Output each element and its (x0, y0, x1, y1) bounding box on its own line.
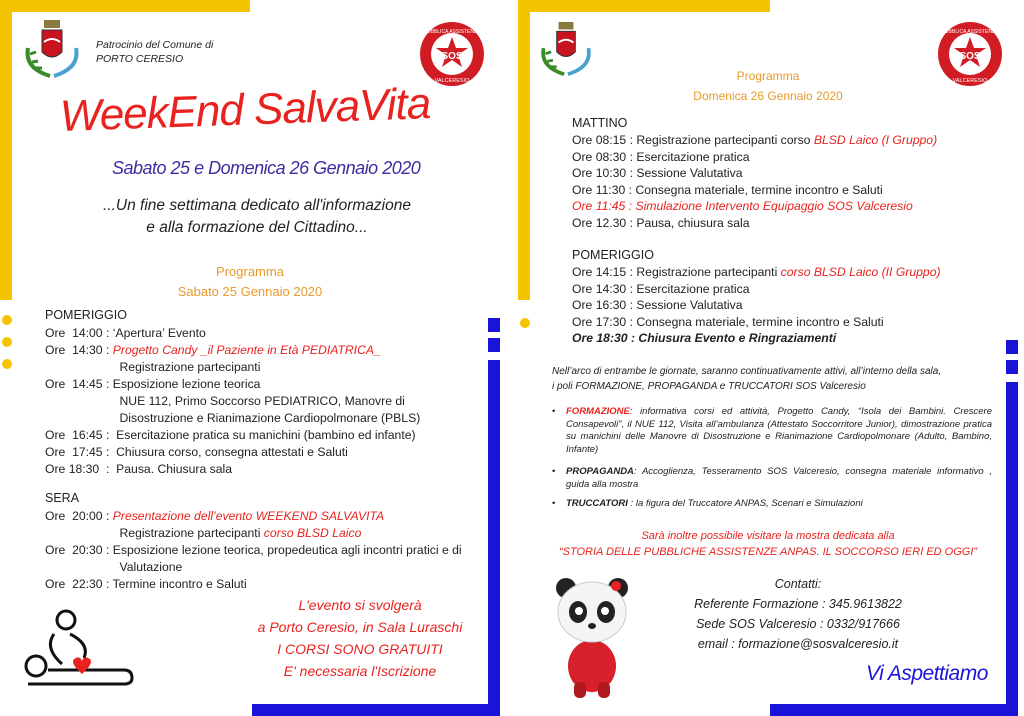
logo-center-text: SOS (959, 51, 981, 62)
schedule-row (572, 182, 883, 198)
logo-ring-top: PUBBLICA ASSISTENZA (941, 29, 999, 35)
schedule-row-text: Ore 18:30 : Pausa. Chiusura sala (45, 462, 232, 476)
schedule-row (572, 314, 884, 330)
schedule-row-text: Ore 20:30 : Esposizione lezione teorica, propedeutica agli incontri pratici e di (45, 543, 462, 557)
schedule-row-text: NUE 112, Primo Soccorso PEDIATRICO, Manovre di (45, 394, 405, 408)
event-notice (240, 594, 480, 682)
exhibit-line: Sarà inoltre possibile visitare la mostra dedicata alla (641, 530, 895, 542)
blue-bottom-bar (252, 704, 500, 716)
schedule-row-highlight: BLSD Laico (I Gruppo) (813, 133, 938, 147)
schedule-row (45, 393, 405, 409)
evening-heading: SERA (45, 491, 80, 505)
notice-line: L'evento si svolgerà (298, 597, 422, 613)
blue-square (488, 338, 500, 352)
schedule-row-text: Ore 16:30 : Sessione Valutativa (572, 298, 743, 313)
bullet-label: PROPAGANDA (566, 466, 634, 477)
schedule-row-text: Registrazione partecipanti (45, 526, 264, 540)
yellow-top-bar (518, 0, 770, 12)
schedule-row (572, 149, 750, 165)
blue-bottom-bar (770, 704, 1018, 716)
schedule-row-highlight: Progetto Candy _il Paziente in Età PEDIATRICA_ (112, 343, 381, 357)
logo-center-text: SOS (441, 51, 463, 62)
logo-ring-bottom: VALCERESIO (952, 78, 988, 84)
sos-valceresio-logo (936, 20, 1004, 88)
closing-line: Ore 18:30 : Chiusura Evento e Ringraziamenti (572, 331, 837, 345)
schedule-row-text: Ore 17:45 : Chiusura corso, consegna attestati e Saluti (45, 445, 348, 459)
schedule-row-highlight: corso BLSD Laico (II Gruppo) (780, 265, 941, 279)
flyer-page-saturday (0, 0, 500, 716)
yellow-dot (2, 315, 12, 325)
note-line: Nell’arco di entrambe le giornate, saranno continuativamente attivi, all’interno della sala, (552, 366, 942, 377)
contact-line: Sede SOS Valceresio : 0332/917666 (696, 617, 900, 631)
municipal-crest-icon (22, 18, 82, 82)
schedule-row (45, 508, 384, 524)
sos-valceresio-logo (418, 20, 486, 88)
schedule-row-highlight: corso BLSD Laico (263, 526, 362, 540)
patronage-text (96, 38, 213, 66)
schedule-row (572, 215, 750, 231)
yellow-dot (2, 359, 12, 369)
schedule-row (572, 281, 750, 297)
yellow-dot (520, 318, 530, 328)
schedule-row (45, 559, 182, 575)
bullet-label: TRUCCATORI (566, 498, 628, 509)
schedule-row-text: Ore 20:00 : (45, 509, 113, 523)
contacts-heading: Contatti: (774, 577, 822, 591)
schedule-row-text: Ore 14:45 : Esposizione lezione teorica (45, 377, 261, 391)
notice-line: I CORSI SONO GRATUITI (277, 641, 443, 657)
program-label: Programma (216, 264, 284, 279)
schedule-row (572, 297, 743, 313)
schedule-row (45, 325, 206, 341)
tagline (92, 195, 422, 239)
schedule-row-highlight: Ore 11:45 : Simulazione Intervento Equipaggio SOS Valceresio (572, 199, 913, 214)
schedule-row-text: Ore 14:00 : ‘Apertura’ Evento (45, 326, 206, 340)
morning-heading: MATTINO (572, 116, 628, 130)
schedule-row-text: Ore 10:30 : Sessione Valutativa (572, 166, 743, 181)
schedule-row (572, 264, 941, 280)
schedule-row (45, 376, 260, 392)
schedule-row-text: Ore 11:30 : Consegna materiale, termine incontro e Saluti (572, 182, 883, 197)
farewell-text: Vi Aspettiamo (866, 662, 988, 685)
blue-right-bar (1006, 382, 1018, 716)
bullet-text: : Accoglienza, Tesseramento SOS Valceresio, consegna materiale informativo , guida alla mostra (566, 466, 992, 490)
bullet-truccatori: • TRUCCATORI : la figura del Truccatore ANPAS, Scenari e Simulazioni (552, 498, 863, 509)
yellow-left-bar (0, 0, 12, 300)
cpr-icon (14, 608, 138, 690)
schedule-row (572, 132, 937, 148)
activities-note (552, 364, 992, 394)
municipal-crest-icon (538, 18, 594, 82)
tagline-line: e alla formazione del Cittadino... (146, 219, 368, 236)
schedule-row (572, 198, 913, 214)
blue-right-bar (488, 360, 500, 716)
schedule-row-text: Ore 17:30 : Consegna materiale, termine incontro e Saluti (572, 314, 884, 329)
flyer-page-sunday (518, 0, 1018, 716)
schedule-row-highlight: Presentazione dell’evento WEEKEND SALVAVITA (112, 509, 385, 523)
schedule-row-text: Ore 22:30 : Termine incontro e Saluti (45, 577, 247, 591)
logo-ring-top: PUBBLICA ASSISTENZA (423, 29, 481, 35)
schedule-row-text: Ore 12.30 : Pausa, chiusura sala (572, 216, 750, 230)
schedule-row-text: Ore 14:30 : Esercitazione pratica (572, 281, 750, 296)
blue-square (488, 318, 500, 332)
schedule-row (45, 410, 420, 426)
contact-line: Referente Formazione : 345.9613822 (694, 597, 902, 611)
schedule-row-text: Ore 08:15 : Registrazione partecipanti corso (572, 133, 814, 147)
contacts (668, 574, 928, 654)
patronage-line: PORTO CERESIO (96, 53, 184, 65)
schedule-row (45, 359, 260, 375)
schedule-row-text: Ore 16:45 : Esercitazione pratica su manichini (bambino ed infante) (45, 428, 416, 442)
blue-square (1006, 340, 1018, 354)
bullet-text: : la figura del Truccatore ANPAS, Scenari e Simulazioni (627, 498, 863, 509)
event-title: WeekEnd SalvaVita (59, 79, 431, 141)
panda-mascot-icon (548, 574, 636, 700)
schedule-row-text: Valutazione (45, 560, 183, 574)
schedule-row (45, 576, 247, 592)
exhibit-notice (548, 528, 988, 560)
program-date: Sabato 25 Gennaio 2020 (177, 284, 323, 299)
blue-square (1006, 360, 1018, 374)
notice-line: E' necessaria l'Iscrizione (283, 663, 437, 679)
program-label: Programma (736, 69, 800, 83)
patronage-line: Patrocinio del Comune di (96, 39, 214, 51)
schedule-row-text: Ore 08:30 : Esercitazione pratica (572, 149, 750, 164)
yellow-dot (2, 337, 12, 347)
afternoon-heading: POMERIGGIO (572, 248, 654, 262)
bullet-text: : informativa corsi ed attività, Progetto Candy, “Isola dei Bambini. Crescere Consapevoli”, il NUE 112, Visita all’ambulanza (Attestato Soccorritore Junior), dimostrazione pratica su manichini delle Manovre di Disostruzione e Rianimazione Cardiopolmonare (Adulto, Bambino, Infante) (566, 406, 992, 455)
event-dates: Sabato 25 e Domenica 26 Gennaio 2020 (112, 158, 421, 178)
yellow-top-bar (0, 0, 250, 12)
bullet-label: FORMAZIONE (566, 406, 630, 417)
exhibit-line: “STORIA DELLE PUBBLICHE ASSISTENZE ANPAS. IL SOCCORSO IERI ED OGGI” (558, 546, 978, 558)
schedule-row-text: Ore 14:15 : Registrazione partecipanti (572, 265, 781, 279)
schedule-row (45, 444, 348, 460)
schedule-row (45, 525, 361, 541)
schedule-row-text: Disostruzione e Rianimazione Cardiopolmonare (PBLS) (45, 411, 421, 425)
tagline-line: ...Un fine settimana dedicato all'informazione (103, 197, 411, 214)
schedule-row (45, 342, 381, 358)
program-heading (150, 262, 350, 302)
schedule-row-text: Registrazione partecipanti (45, 360, 261, 374)
yellow-left-bar (518, 0, 530, 300)
program-heading (668, 66, 868, 106)
note-line: i poli FORMAZIONE, PROPAGANDA e TRUCCATORI SOS Valceresio (552, 381, 866, 392)
schedule-row (45, 461, 232, 477)
afternoon-heading: POMERIGGIO (45, 308, 127, 322)
schedule-row-text: Ore 14:30 : (45, 343, 113, 357)
bullet-formazione: • FORMAZIONE: informativa corsi ed attività, Progetto Candy, “Isola dei Bambini. Crescere Consapevoli”, il NUE 112, Visita all’ambulanza (Attestato Soccorritore Junior), dimostrazione pratica su manichini delle Manovre di Disostruzione e Rianimazione Cardiopolmonare (Adulto, Bambino, Infante) (552, 406, 992, 455)
program-date: Domenica 26 Gennaio 2020 (693, 89, 843, 103)
contact-line: email : formazione@sosvalceresio.it (697, 637, 899, 651)
bullet-propaganda: • PROPAGANDA: Accoglienza, Tesseramento SOS Valceresio, consegna materiale informativo , guida alla mostra (552, 466, 992, 490)
notice-line: a Porto Ceresio, in Sala Luraschi (257, 619, 463, 635)
schedule-row (45, 542, 462, 558)
schedule-row (45, 427, 416, 443)
schedule-row (572, 165, 743, 181)
logo-ring-bottom: VALCERESIO (434, 78, 470, 84)
